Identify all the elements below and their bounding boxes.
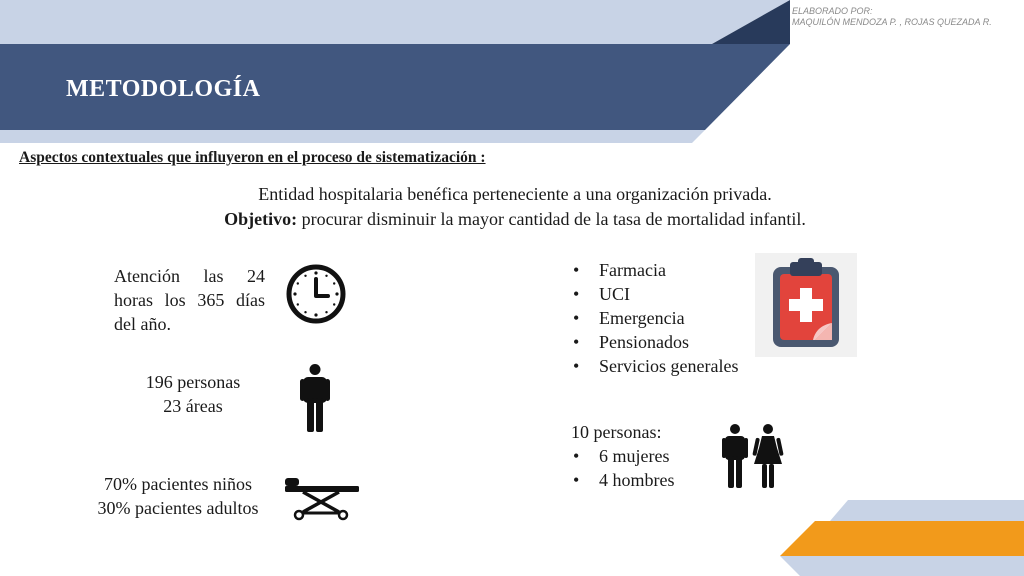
objective-line bbox=[150, 207, 880, 232]
patients-text bbox=[82, 472, 274, 520]
bottom-light-stripe-lower bbox=[780, 556, 1024, 576]
man-woman-icon bbox=[722, 424, 784, 488]
credit-names: MAQUILÓN MENDOZA P. , ROJAS QUEZADA R. bbox=[792, 17, 992, 27]
service-item: • UCI bbox=[569, 282, 738, 306]
team-item-women: • 6 mujeres bbox=[569, 444, 675, 468]
staff-text bbox=[120, 370, 266, 418]
staff-people: 196 personas bbox=[145, 372, 241, 392]
patients-children: 70% pacientes niños bbox=[104, 474, 252, 494]
author-credit bbox=[792, 6, 992, 28]
bottom-light-stripe bbox=[830, 500, 1024, 521]
person-icon bbox=[300, 364, 330, 432]
attention-line-3: del año. bbox=[114, 314, 171, 334]
service-item: • Pensionados bbox=[569, 330, 738, 354]
section-subtitle: Aspectos contextuales que influyeron en el proceso de sistematización : bbox=[19, 149, 486, 166]
service-item: • Farmacia bbox=[569, 258, 738, 282]
staff-areas: 23 áreas bbox=[163, 396, 223, 416]
attention-text bbox=[114, 264, 265, 336]
team-list bbox=[569, 444, 675, 492]
credit-label: ELABORADO POR: bbox=[792, 6, 873, 16]
services-list bbox=[569, 258, 738, 378]
service-item: • Emergencia bbox=[569, 306, 738, 330]
service-item: • Servicios generales bbox=[569, 354, 738, 378]
clock-icon bbox=[285, 263, 347, 325]
objective-label: Objetivo: bbox=[224, 209, 298, 229]
team-heading: 10 personas: bbox=[571, 422, 662, 442]
patients-adults: 30% pacientes adultos bbox=[97, 498, 259, 518]
attention-line-2: horas los 365 días bbox=[114, 290, 265, 310]
medical-clipboard-icon bbox=[755, 253, 857, 357]
intro-text bbox=[150, 182, 880, 232]
stretcher-icon bbox=[285, 476, 359, 520]
bottom-orange-stripe bbox=[780, 521, 1024, 556]
attention-line-1: Atención las 24 bbox=[114, 266, 265, 286]
objective-text: procurar disminuir la mayor cantidad de la tasa de mortalidad infantil. bbox=[297, 209, 806, 229]
intro-line: Entidad hospitalaria benéfica perteneciente a una organización privada. bbox=[258, 184, 772, 204]
team-item-men: • 4 hombres bbox=[569, 468, 675, 492]
top-light-stripe bbox=[0, 0, 790, 44]
banner-underline bbox=[0, 130, 705, 143]
page-title: METODOLOGÍA bbox=[66, 76, 261, 102]
